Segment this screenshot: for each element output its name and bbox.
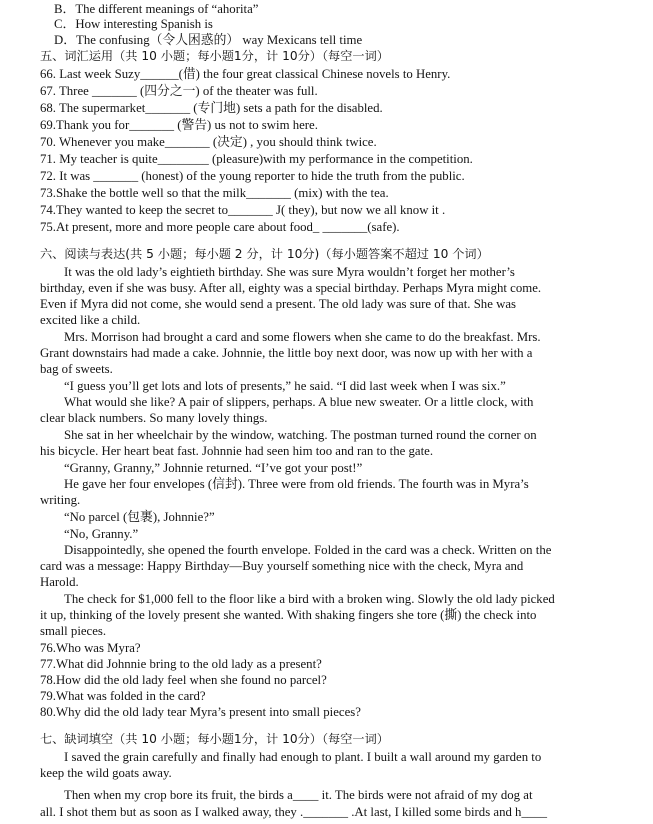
question-79: 79.What was folded in the card? xyxy=(40,689,206,703)
section-5-title: 五、词汇运用（共 10 小题；每小题1分，计 10分）（每空一词） xyxy=(40,49,389,63)
passage-line: Grant downstairs had made a cake. Johnnie, the little boy next door, was now up with her with a xyxy=(40,346,533,360)
passage-line: clear black numbers. So many lovely things. xyxy=(40,411,268,425)
passage-line: He gave her four envelopes (信封). Three were from old friends. The fourth was in Myra’s xyxy=(64,477,529,491)
passage-line: It was the old lady’s eightieth birthday. She was sure Myra wouldn’t forget her mother’s xyxy=(64,265,515,279)
passage-line: it up, thinking of the lovely present she wanted. With shaking fingers she tore (撕) the check into xyxy=(40,608,537,622)
question-72: 72. It was _______ (honest) of the young reporter to hide the truth from the public. xyxy=(40,169,465,183)
passage-line: writing. xyxy=(40,493,81,507)
option-b: B．The different meanings of “ahorita” xyxy=(54,2,259,16)
cloze-line: I saved the grain carefully and finally had enough to plant. I built a wall around my garden to xyxy=(64,750,542,764)
option-d: D．The confusing（令人困惑的） way Mexicans tell time xyxy=(54,33,363,47)
question-80: 80.Why did the old lady tear Myra’s present into small pieces? xyxy=(40,705,361,719)
question-75: 75.At present, more and more people care about food_ _______(safe). xyxy=(40,220,400,234)
question-76: 76.Who was Myra? xyxy=(40,641,141,655)
question-73: 73.Shake the bottle well so that the milk_______ (mix) with the tea. xyxy=(40,186,389,200)
passage-line: Harold. xyxy=(40,575,79,589)
passage-line: bag of sweets. xyxy=(40,362,113,376)
cloze-line: Then when my crop bore its fruit, the birds a____ it. The birds were not afraid of my dog at xyxy=(64,788,533,802)
question-78: 78.How did the old lady feel when she found no parcel? xyxy=(40,673,327,687)
question-77: 77.What did Johnnie bring to the old lady as a present? xyxy=(40,657,322,671)
passage-line: She sat in her wheelchair by the window, watching. The postman turned round the corner on xyxy=(64,428,537,442)
question-70: 70. Whenever you make_______ (决定) , you should think twice. xyxy=(40,135,377,149)
question-68: 68. The supermarket_______ (专门地) sets a path for the disabled. xyxy=(40,101,383,115)
passage-line: The check for $1,000 fell to the floor like a bird with a broken wing. Slowly the old lady picked xyxy=(64,592,555,606)
passage-line: “No parcel (包裹), Johnnie?” xyxy=(64,510,215,524)
passage-line: excited like a child. xyxy=(40,313,141,327)
section-7-title: 七、缺词填空（共 10 小题；每小题1分，计 10分）（每空一词） xyxy=(40,732,389,746)
question-67: 67. Three _______ (四分之一) of the theater was full. xyxy=(40,84,318,98)
passage-line: “No, Granny.” xyxy=(64,527,139,541)
passage-line: “I guess you’ll get lots and lots of presents,” he said. “I did last week when I was six.” xyxy=(64,379,506,393)
cloze-line: keep the wild goats away. xyxy=(40,766,172,780)
passage-line: What would she like? A pair of slippers, perhaps. A blue new sweater. Or a little clock, with xyxy=(64,395,534,409)
passage-line: “Granny, Granny,” Johnnie returned. “I’ve got your post!” xyxy=(64,461,363,475)
passage-line: card was a message: Happy Birthday—Buy yourself something nice with the check, Myra and xyxy=(40,559,524,573)
passage-line: birthday, even if she was busy. After all, eighty was a special birthday. Perhaps Myra might come. xyxy=(40,281,542,295)
question-69: 69.Thank you for_______ (警告) us not to swim here. xyxy=(40,118,318,132)
passage-line: Disappointedly, she opened the fourth envelope. Folded in the card was a check. Written on the xyxy=(64,543,552,557)
passage-line: Mrs. Morrison had brought a card and some flowers when she came to do the breakfast. Mrs. xyxy=(64,330,541,344)
passage-line: Even if Myra did not come, she would send a present. The old lady was sure of that. She was xyxy=(40,297,516,311)
passage-line: his bicycle. Her heart beat fast. Johnnie had seen him too and ran to the gate. xyxy=(40,444,434,458)
passage-line: small pieces. xyxy=(40,624,107,638)
question-71: 71. My teacher is quite________ (pleasure)with my performance in the competition. xyxy=(40,152,473,166)
section-6-title: 六、阅读与表达(共 5 小题；每小题 2 分，计 10分)（每小题答案不超过 10 个词） xyxy=(40,247,489,261)
cloze-line: all. I shot them but as soon as I walked away, they ._______ .At last, I killed some birds and h____ xyxy=(40,805,548,819)
question-74: 74.They wanted to keep the secret to_______ J( they), but now we all know it . xyxy=(40,203,446,217)
question-66: 66. Last week Suzy______(借) the four great classical Chinese novels to Henry. xyxy=(40,67,451,81)
option-c: C．How interesting Spanish is xyxy=(54,17,213,31)
